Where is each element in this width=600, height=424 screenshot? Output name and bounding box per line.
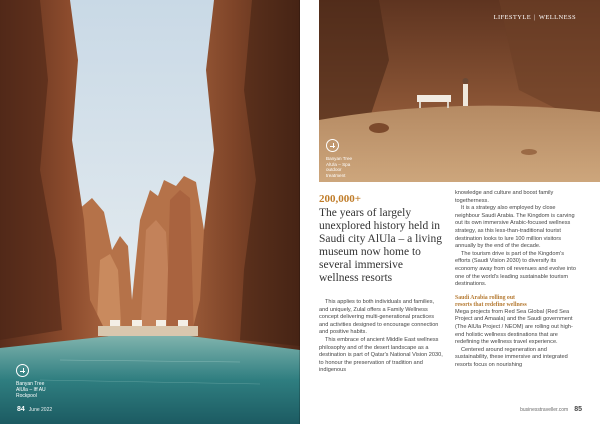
body-paragraph: This embrace of ancient Middle East wellness philosophy and of the desert landscape as a destination is part of Qatar's National Vision 2030, to honour the preservation of tradition and indigenous	[319, 336, 443, 374]
body-paragraph: The tourism drive is part of the Kingdom's efforts (Saudi Vision 2030) to diversify its economy away from oil revenues and evolve into one of the world's leading sustainable tourism destinations.	[455, 250, 576, 288]
website: businesstraveller.com	[520, 407, 569, 413]
page-number: 85	[574, 406, 582, 413]
caption-line: treatment	[326, 172, 346, 178]
section-separator: |	[534, 14, 536, 21]
left-folio	[17, 406, 52, 413]
caption-line: Rockpool	[16, 393, 37, 400]
right-page	[300, 0, 600, 424]
section-label	[494, 14, 576, 21]
body-paragraph: knowledge and culture and boost family togetherness.	[455, 190, 554, 204]
caption-line: outdoor	[326, 167, 342, 173]
body-paragraph: Centered around regeneration and sustainability, these immersive and integrated resorts focus on nourishing	[455, 346, 568, 368]
page-number: 84	[17, 406, 25, 413]
body-paragraph: This applies to both individuals and families, and uniquely, Zulal offers a Family Wellness concept delivering multi-generational practices and activities designed to encourage connection and positive habits.	[319, 299, 439, 336]
pull-stat: 200,000+	[319, 193, 362, 205]
section-topic: WELLNESS	[538, 14, 576, 21]
issue-date: June 2022	[28, 407, 53, 413]
caption-line: AlUla – Spa	[326, 161, 351, 167]
section-category: LIFESTYLE	[493, 14, 532, 21]
text-column-right	[455, 190, 577, 369]
right-folio	[520, 406, 582, 413]
pull-quote-headline: The years of largely unexplored history held in Saudi city AlUla – a living museum now home to several immersive wellness resorts	[319, 207, 442, 284]
text-column-left	[319, 193, 443, 375]
right-photo-caption	[326, 139, 372, 178]
caption-line: Banyan Tree	[326, 156, 353, 161]
body-paragraph: It is a strategy also employed by close neighbour Saudi Arabia. The Kingdom is carving out its own immersive Arabic-focused wellness strategy, as this less-than-traditional tourist destination looks to lure 100 million visitors annually by the end of the decade.	[455, 205, 575, 250]
plus-circle-icon	[326, 139, 339, 152]
plus-circle-icon	[16, 364, 29, 377]
caption-line: AlUla – Iff AU	[16, 387, 46, 394]
subheading-line: Saudi Arabia rolling out	[455, 294, 515, 301]
subheading-line: resorts that redefine wellness	[455, 301, 527, 308]
caption-line: Banyan Tree	[16, 381, 45, 387]
subheading	[455, 295, 577, 309]
left-photo-caption	[16, 364, 86, 400]
body-paragraph: Mega projects from Red Sea Global (Red Sea Project and Amaala) and the Saudi government (The AlUla Project / NEOM) are rolling out high-end holistic wellness destinations that are redefining the wellness travel experience.	[455, 308, 573, 346]
